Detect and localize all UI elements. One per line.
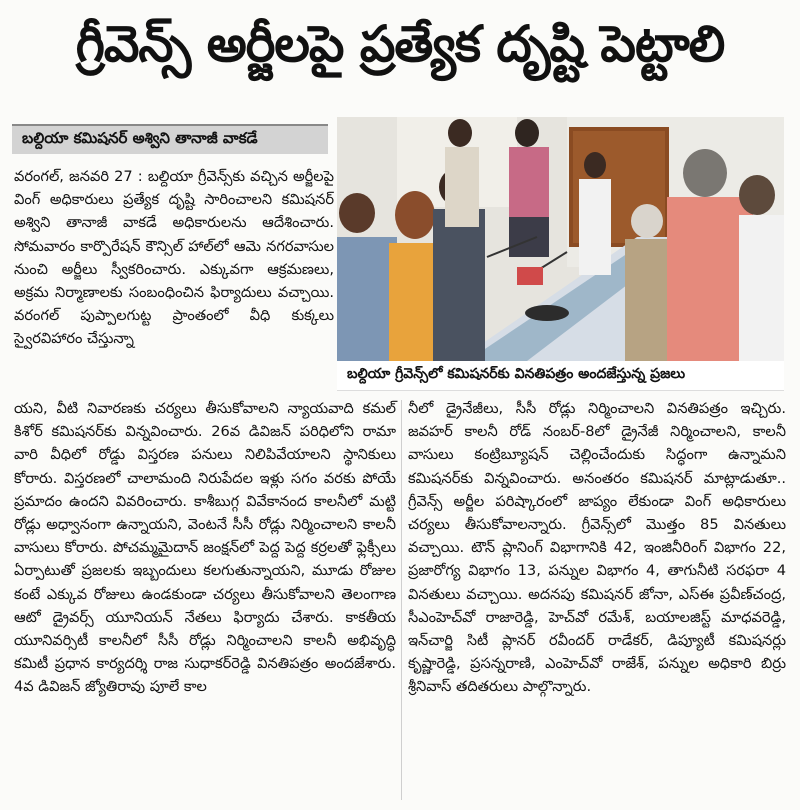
- headline: గ్రీవెన్స్ అర్జీలపై ప్రత్యేక దృష్టి పెట్టాలి: [75, 14, 725, 73]
- article-column-right: [408, 397, 786, 699]
- article-paragraph: వరంగల్, జనవరి 27 : బల్దియా గ్రీవెన్స్‌కు వచ్చిన అర్జీలపై వింగ్ అధికారులు ప్రత్యేక దృష్టి సారించాలని కమిషనర్ అశ్విని తానాజీ వాకడే అధికారులను ఆదేశించారు. సోమవారం కార్పొరేషన్ కౌన్సిల్ హాల్‌లో ఆమె నగరవాసుల నుంచి అర్జీలు స్వీకరించారు. ఎక్కువగా ఆక్రమణలు, అక్రమ నిర్మాణాలకు సంబంధించిన ఫిర్యాదులు వచ్చాయి. వరంగల్ పుప్పాలగుట్ట ప్రాంతంలో వీధి కుక్కలు స్వైరవిహారం చేస్తున్నా: [14, 168, 334, 348]
- subheadline: బల్దియా కమిషనర్ అశ్విని తానాజీ వాకడే: [12, 124, 328, 154]
- photo-caption: బల్దియా గ్రీవెన్స్‌లో కమిషనర్‌కు వినతిపత్రం అందజేస్తున్న ప్రజలు: [337, 361, 784, 391]
- column-divider: [401, 400, 402, 800]
- article-column-top: [14, 165, 334, 351]
- article-paragraph: నీలో డ్రైనేజీలు, సీసీ రోడ్లు నిర్మించాలని వినతిపత్రం ఇచ్చిరు. జవహర్ కాలనీ రోడ్ నంబర్-8లో డ్రైనేజీ నిర్మించాలని, కాలనీ వాసులు కంట్రిబ్యూషన్ చెల్లించేందుకు సిద్ధంగా ఉన్నామని కమిషనర్‌కు విన్నవించారు. అనంతరం కమిషనర్ మాట్లాడుతూ.. గ్రీవెన్స్ అర్జీల పరిష్కారంలో జాప్యం లేకుండా వింగ్ అధికారులు చర్యలు తీసుకోవాలన్నారు. గ్రీవెన్స్‌లో మొత్తం 85 వినతులు వచ్చాయి. టౌన్ ప్లానింగ్ విభాగానికి 42, ఇంజినీరింగ్ విభాగం 22, ప్రజారోగ్య విభాగం 13, పన్నుల విభాగం 4, తాగునీటి సరఫరా 4 వినతులు వచ్చాయి. అదనపు కమిషనర్ జోనా, ఎస్‌ఈ ప్రవీణ్‌చంద్ర, సీఎంహెచ్‌వో రాజారెడ్డి, హెచ్‌వో రమేశ్, బయాలజిస్ట్ మాధవరెడ్డి, ఇన్‌చార్జి సిటీ ప్లానర్ రవీందర్ రాడేకర్, డిప్యూటీ కమిషనర్లు కృష్ణారెడ్డి, ప్రసన్నరాణి, ఎంహెచ్‌వో రాజేశ్, పన్నుల అధికారి బిర్రు శ్రీనివాస్ తదితరులు పాల్గొన్నారు.: [408, 400, 786, 696]
- article-paragraph: యని, వీటి నివారణకు చర్యలు తీసుకోవాలని న్యాయవాది కమల్ కిశోర్ కమిషనర్‌కు విన్నవించారు. 26వ డివిజన్ పరిధిలోని రామా వారి వీధిలో రోడ్డు విస్తరణ పనులు నిలిపివేయాలని స్థానికులు కోరారు. విస్తరణలో చాలామంది నిరుపేదల ఇళ్లు సగం వరకు పోయే ప్రమాదం ఉందని వివరించారు. కాశీబుగ్గ వివేకానంద కాలనీలో మట్టి రోడ్లు అధ్వానంగా ఉన్నాయని, వెంటనే సీసీ రోడ్లు నిర్మించాలని కాలనీ వాసులు కోరారు. పోచమ్మమైదాన్ జంక్షన్‌లో పెద్ద పెద్ద కర్రలతో ఫ్లెక్సీలు ఏర్పాటుతో ప్రజలకు ఇబ్బందులు కలగుతున్నాయని, మూడు రోజుల కంటే ఎక్కువ రోజులు ఉండకుండా చర్యలు తీసుకోవాలని తెలంగాణ ఆటో డ్రైవర్స్ యూనియన్ నేతలు ఫిర్యాదు చేశారు. కాకతీయ యూనివర్సిటీ కాలనీలో సీసీ రోడ్లు నిర్మించాలని కాలనీ అభివృద్ధి కమిటీ ప్రధాన కార్యదర్శి రాజ సుధాకర్‌రెడ్డి వినతిపత్రం అందజేశారు. 4వ డివిజన్ జ్యోతిరావు పూలే కాల: [14, 400, 396, 696]
- article-column-left: [14, 397, 396, 699]
- news-photo: [337, 117, 784, 361]
- grievance-meeting-photo: [337, 117, 784, 361]
